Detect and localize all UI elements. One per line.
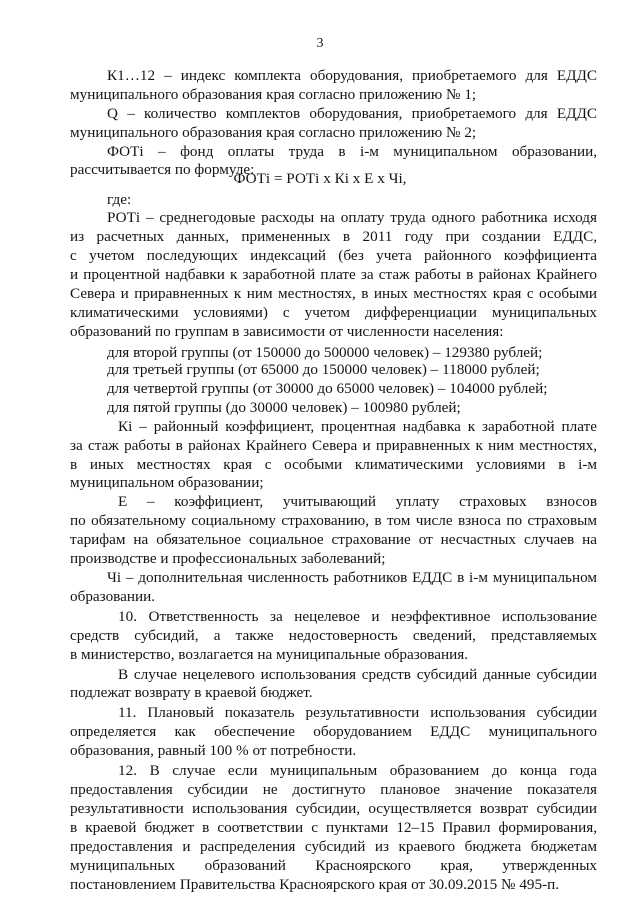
text-line: из расчетных данных, примененных в 2011 году при создании ЕДДС,: [70, 228, 597, 245]
text-line: с учетом последующих индексаций (без учета районного коэффициента: [70, 247, 597, 264]
text-line: по обязательному социальному страхованию, в том числе взноса по страховым: [70, 512, 597, 529]
text-line: производстве и профессиональных заболеваний;: [70, 550, 386, 567]
text-line: муниципального образования края согласно приложению № 2;: [70, 124, 477, 141]
text-line: ФОТi – фонд оплаты труда в i-м муниципальном образовании,: [107, 143, 597, 160]
text-line: в министерство, возлагается на муниципальные образования.: [70, 646, 469, 663]
text-line: результативности использования субсидии, осуществляется возврат субсидии: [70, 800, 597, 817]
text-line: для третьей группы (от 65000 до 150000 человек) – 118000 рублей;: [107, 361, 540, 378]
text-line: рассчитывается по формуле:: [70, 161, 255, 178]
text-line: Кi – районный коэффициент, процентная надбавка к заработной плате: [118, 418, 597, 435]
text-line: климатическими условиями) с учетом дифференциации муниципальных: [70, 304, 597, 321]
text-line: в краевой бюджет в соответствии с пунктами 12–15 Правил формирования,: [70, 819, 597, 836]
text-line: 10. Ответственность за нецелевое и неэффективное использование: [118, 608, 597, 625]
text-line: Q – количество комплектов оборудования, приобретаемого для ЕДДС: [107, 105, 597, 122]
text-line: РОТi – среднегодовые расходы на оплату труда одного работника исходя: [107, 209, 597, 226]
text-line: где:: [107, 191, 132, 208]
text-line: за стаж работы в районах Крайнего Севера и приравненных к ним местностях,: [70, 437, 597, 454]
text-line: К1…12 – индекс комплекта оборудования, приобретаемого для ЕДДС: [107, 67, 597, 84]
text-line: в иных местностях края с особыми климатическими условиями в i-м: [70, 456, 597, 473]
text-line: муниципальном образовании;: [70, 474, 264, 491]
text-line: средств субсидий, а также недостоверность сведений, представляемых: [70, 627, 597, 644]
text-line: В случае нецелевого использования средств субсидий данные субсидии: [118, 666, 597, 683]
text-line: образовании.: [70, 588, 156, 605]
text-line: для пятой группы (до 30000 человек) – 100980 рублей;: [107, 399, 461, 416]
text-line: для четвертой группы (от 30000 до 65000 человек) – 104000 рублей;: [107, 380, 548, 397]
page-number: 3: [316, 36, 324, 51]
text-line: постановлением Правительства Красноярского края от 30.09.2015 № 495-п.: [70, 876, 560, 893]
text-line: и процентной надбавки к заработной плате за стаж работы в районах Крайнего: [70, 266, 597, 283]
text-line: предоставления субсидии не достигнуто плановое значение показателя: [70, 781, 597, 798]
text-line: образования, равный 100 % от потребности.: [70, 742, 357, 759]
text-line: подлежат возврату в краевой бюджет.: [70, 684, 313, 701]
text-line: определяется как обеспечение оборудованием ЕДДС муниципального: [70, 723, 597, 740]
text-line: Севера и приравненных к ним местностях, в иных местностях края с особыми: [70, 285, 597, 302]
text-line: 12. В случае если муниципальным образованием до конца года: [118, 762, 597, 779]
text-line: образований по группам в зависимости от численности населения:: [70, 323, 504, 340]
text-line: тарифам на обязательное социальное страхование от несчастных случаев на: [70, 531, 597, 548]
text-line: для второй группы (от 150000 до 500000 человек) – 129380 рублей;: [107, 344, 543, 361]
formula: ФОТi = РОТi х Кi х Е х Чi,: [233, 170, 407, 187]
text-line: Е – коэффициент, учитывающий уплату страховых взносов: [118, 493, 597, 510]
text-line: 11. Плановый показатель результативности использования субсидии: [118, 704, 597, 721]
text-line: предоставления и распределения субсидий из краевого бюджета бюджетам: [70, 838, 597, 855]
text-line: муниципального образования края согласно приложению № 1;: [70, 86, 477, 103]
text-line: муниципальных образований Красноярского края, утвержденных: [70, 857, 597, 874]
text-line: Чi – дополнительная численность работников ЕДДС в i-м муниципальном: [107, 569, 597, 586]
